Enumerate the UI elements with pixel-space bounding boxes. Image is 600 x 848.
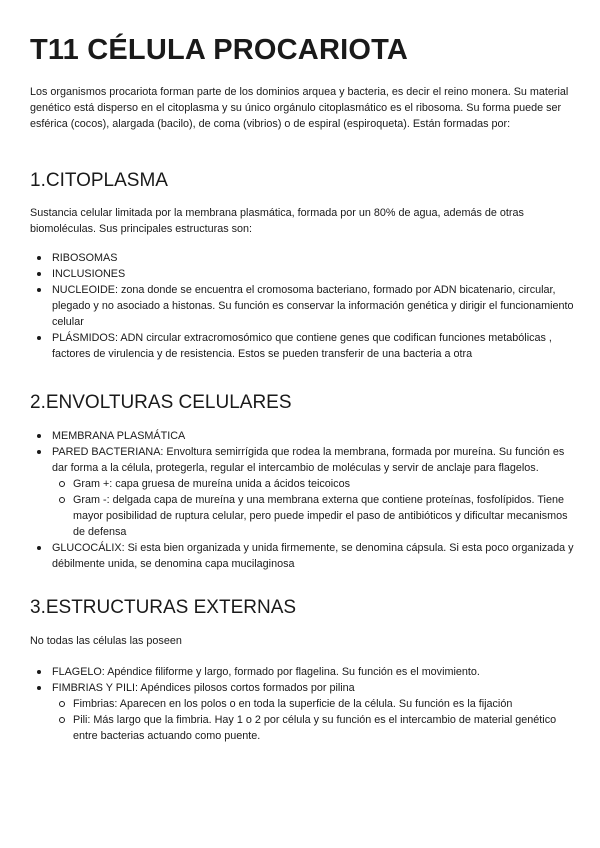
section-heading-envolturas: 2.ENVOLTURAS CELULARES bbox=[30, 392, 292, 413]
list-item: FIMBRIAS Y PILI: Apéndices pilosos cortos formados por pilina bbox=[30, 680, 578, 696]
list-item: FLAGELO: Apéndice filiforme y largo, formado por flagelina. Su función es el movimiento. bbox=[30, 664, 578, 680]
list-item: PLÁSMIDOS: ADN circular extracromosómico que contiene genes que codifican funciones metabólicas , factores de virulencia y de resistencia. Estos se pueden transferir de una bacteria a otra bbox=[30, 330, 578, 362]
citoplasma-list bbox=[30, 250, 578, 362]
list-item: NUCLEOIDE: zona donde se encuentra el cromosoma bacteriano, formado por ADN bicatenario, circular, plegado y no asociado a histonas. Su función es conservar la información genética y dirigir el funcionamiento celular bbox=[30, 282, 578, 330]
envolturas-list bbox=[30, 428, 578, 572]
page-title: T11 CÉLULA PROCARIOTA bbox=[30, 34, 408, 66]
section-heading-estructuras: 3.ESTRUCTURAS EXTERNAS bbox=[30, 597, 297, 618]
citoplasma-paragraph: Sustancia celular limitada por la membrana plasmática, formada por un 80% de agua, además de otras biomoléculas. Sus principales estructuras son: bbox=[30, 207, 524, 235]
list-item: INCLUSIONES bbox=[30, 266, 578, 282]
list-item: PARED BACTERIANA: Envoltura semirrígida que rodea la membrana, formada por mureína. Su función es dar forma a la célula, protegerla, regular el intercambio de moléculas y servir de anclaje para flagelos. bbox=[30, 444, 578, 476]
list-item: RIBOSOMAS bbox=[30, 250, 578, 266]
sub-list-item: Gram -: delgada capa de mureína y una membrana externa que contiene proteínas, fosfolípidos. Tiene mayor posibilidad de ruptura celular, pero puede impedir el paso de antibióticos y dificultar mecanismos de defensa bbox=[30, 492, 578, 540]
sub-list-item: Fimbrias: Aparecen en los polos o en toda la superficie de la célula. Su función es la fijación bbox=[30, 696, 578, 712]
estructuras-paragraph: No todas las células las poseen bbox=[30, 635, 182, 647]
sub-list-item: Pili: Más largo que la fimbria. Hay 1 o 2 por célula y su función es el intercambio de material genético entre bacterias actuando como puente. bbox=[30, 712, 578, 744]
list-item: MEMBRANA PLASMÁTICA bbox=[30, 428, 578, 444]
intro-paragraph: Los organismos procariota forman parte de los dominios arquea y bacteria, es decir el reino monera. Su material genético está disperso en el citoplasma y su único orgánulo citoplasmático es el ribosoma. Su forma puede ser esférica (cocos), alargada (bacilo), de coma (vibrios) o de espiral (espiroqueta). Están formadas por: bbox=[30, 86, 569, 130]
estructuras-list bbox=[30, 664, 578, 744]
section-heading-citoplasma: 1.CITOPLASMA bbox=[30, 170, 168, 191]
list-item: GLUCOCÁLIX: Si esta bien organizada y unida firmemente, se denomina cápsula. Si esta poco organizada y débilmente unida, se denomina capa mucilaginosa bbox=[30, 540, 578, 572]
sub-list-item: Gram +: capa gruesa de mureína unida a ácidos teicoicos bbox=[30, 476, 578, 492]
